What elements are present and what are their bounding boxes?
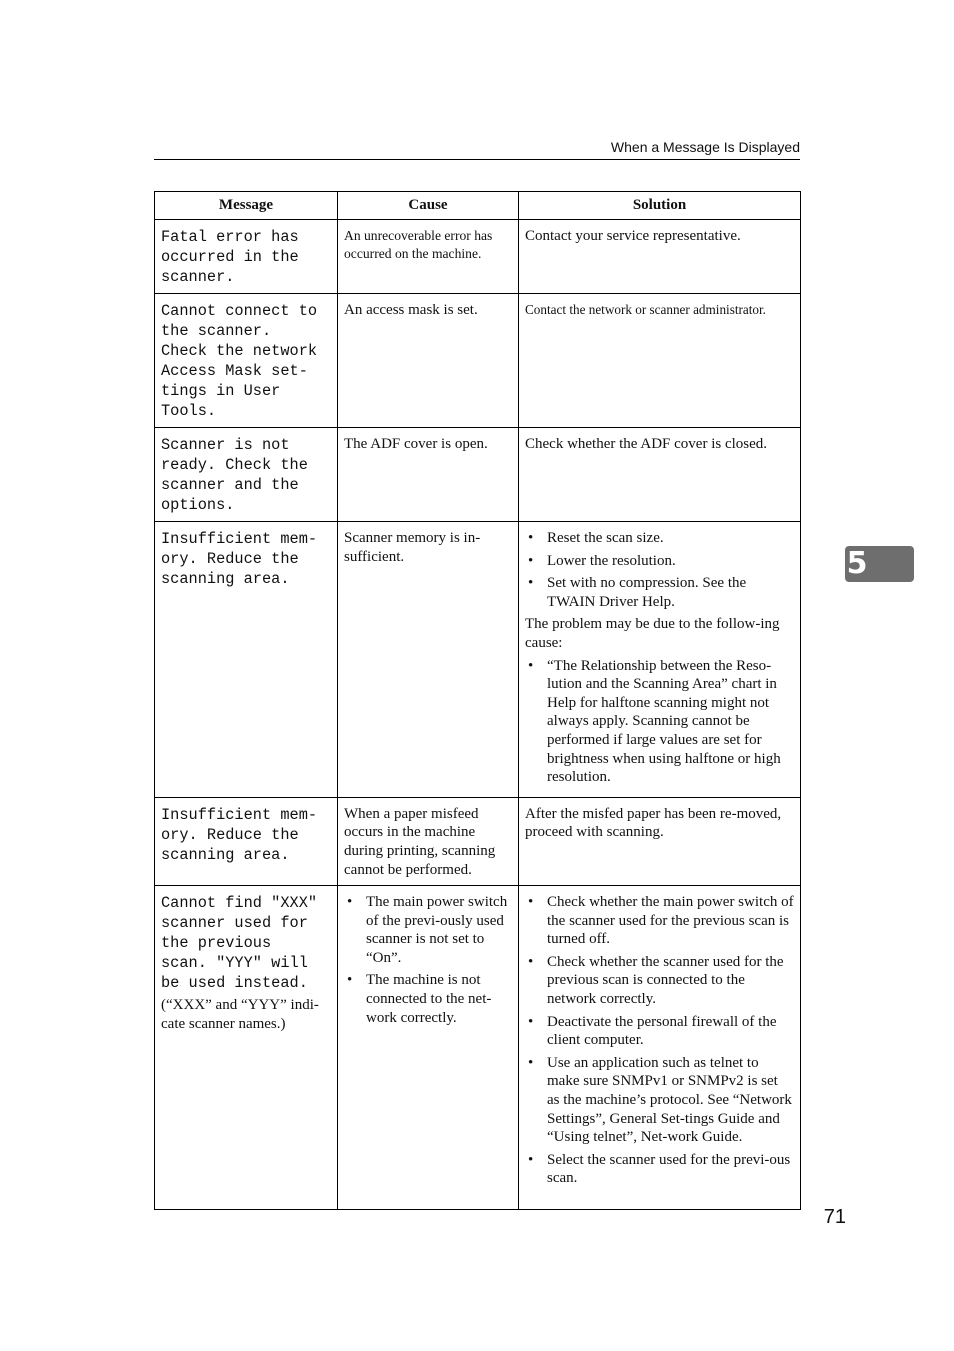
message-cell [155, 886, 338, 1210]
column-header-solution: Solution [519, 192, 801, 220]
table-row [155, 220, 801, 294]
solution-text: Contact the network or scanner administrator. [525, 302, 766, 317]
table-row [155, 797, 801, 885]
solution-list [525, 893, 794, 1188]
solution-list [525, 657, 794, 787]
table-row [155, 428, 801, 522]
page-number: 71 [823, 1206, 846, 1228]
list-item: • Check whether the main power switch of the scanner used for the previous scan is turned off. [525, 893, 794, 949]
list-item: • Check whether the scanner used for the previous scan is connected to the network correctly. [525, 953, 794, 1009]
running-header: When a Message Is Displayed [154, 139, 800, 160]
column-header-message: Message [155, 192, 338, 220]
list-item: • The machine is not connected to the net-work correctly. [344, 971, 512, 1027]
chapter-number: 5 [846, 546, 868, 581]
table-row [155, 294, 801, 428]
message-text: Cannot connect to the scanner. Check the network Access Mask set- tings in User Tools. [161, 302, 318, 420]
list-item: • Select the scanner used for the previ-ous scan. [525, 1151, 794, 1188]
message-text: Insufficient mem- ory. Reduce the scanning area. [161, 530, 318, 588]
cause-cell [338, 522, 519, 798]
list-item: • Set with no compression. See the TWAIN Driver Help. [525, 574, 794, 611]
table-row [155, 886, 801, 1210]
solution-paragraph: The problem may be due to the follow-ing cause: [525, 616, 780, 651]
cause-text: Scanner memory is in- sufficient. [344, 530, 481, 565]
solution-cell [519, 886, 801, 1210]
cause-cell [338, 220, 519, 294]
cause-cell [338, 428, 519, 522]
message-cell [155, 428, 338, 522]
message-text: Cannot find "XXX" scanner used for the previous scan. "YYY" will be used instead. [161, 894, 318, 993]
list-item: • “The Relationship between the Reso-lution and the Scanning Area” chart in Help for halftone scanning might not always apply. Scanning cannot be performed if large values are set for brightness when using halftone or high resolution. [525, 657, 794, 787]
message-text: Fatal error has occurred in the scanner. [161, 228, 299, 286]
cause-list [344, 893, 512, 1027]
solution-text: Check whether the ADF cover is closed. [525, 436, 768, 452]
solution-cell [519, 294, 801, 428]
solution-text: After the misfed paper has been re-moved, proceed with scanning. [525, 805, 782, 841]
cause-text: An access mask is set. [344, 302, 478, 318]
column-header-cause: Cause [338, 192, 519, 220]
message-cell [155, 294, 338, 428]
message-text: Scanner is not ready. Check the scanner and the options. [161, 436, 308, 514]
list-item: • Lower the resolution. [525, 552, 794, 571]
cause-text: An unrecoverable error has occurred on the machine. [344, 228, 493, 261]
list-item: • Use an application such as telnet to make sure SNMPv1 or SNMPv2 is set as the machine’s protocol. See “Network Settings”, General Set-tings Guide and “Using telnet”, Net-work Guide. [525, 1054, 794, 1147]
table-header-row [155, 192, 801, 220]
solution-cell [519, 797, 801, 885]
message-cell [155, 220, 338, 294]
list-item: • Reset the scan size. [525, 529, 794, 548]
solution-cell [519, 428, 801, 522]
solution-cell [519, 522, 801, 798]
cause-text: The ADF cover is open. [344, 436, 488, 452]
message-cell [155, 522, 338, 798]
cause-cell [338, 797, 519, 885]
cause-cell [338, 886, 519, 1210]
chapter-tab [845, 546, 914, 582]
cause-cell [338, 294, 519, 428]
solution-text: Contact your service representative. [525, 228, 741, 244]
message-note: (“XXX” and “YYY” indi-cate scanner names.) [161, 997, 319, 1032]
message-table [154, 191, 801, 1210]
message-cell [155, 797, 338, 885]
solution-cell [519, 220, 801, 294]
list-item: • Deactivate the personal firewall of the client computer. [525, 1013, 794, 1050]
solution-list [525, 529, 794, 611]
list-item: • The main power switch of the previ-ously used scanner is not set to “On”. [344, 893, 512, 967]
message-text: Insufficient mem- ory. Reduce the scanning area. [161, 805, 318, 864]
table-row [155, 522, 801, 798]
cause-text: When a paper misfeed occurs in the machine during printing, scanning cannot be performed. [344, 805, 496, 878]
